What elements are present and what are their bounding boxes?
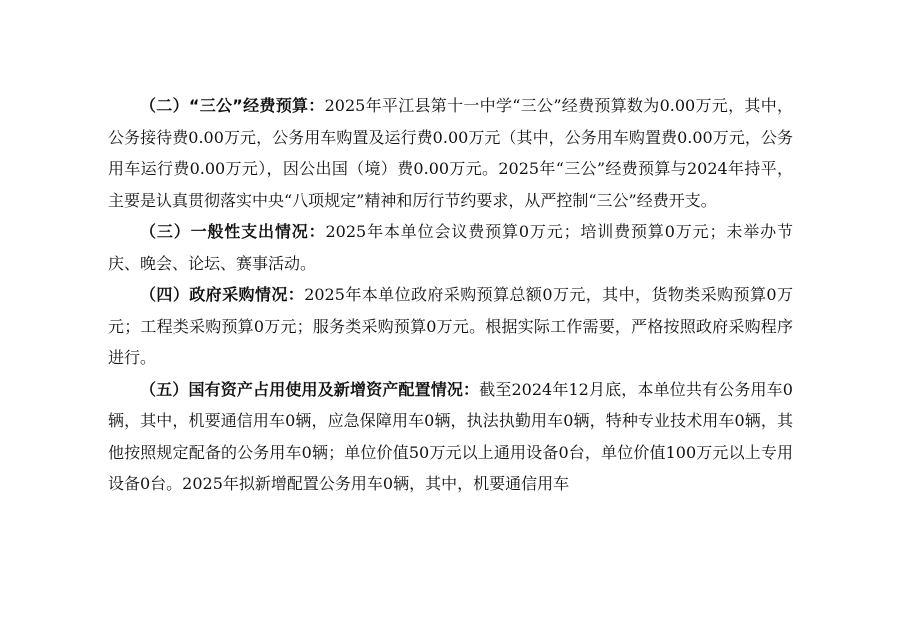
paragraph-text: 截至2024年12月底，本单位共有公务用车0辆，其中，机要通信用车0辆，应急保障用车0辆，执法执勤用车0辆，特种专业技术用车0辆，其他按照规定配备的公务用车0辆；单位价值50万元以上通用设备0台，单位价值100万元以上专用设备0台。2025年拟新增配置公务用车0辆，其中，机要通信用车 xyxy=(108,379,793,493)
paragraph-text: 2025年本单位政府采购预算总额0万元，其中，货物类采购预算0万元；工程类采购预算0万元；服务类采购预算0万元。根据实际工作需要，严格按照政府采购程序进行。 xyxy=(108,285,793,367)
paragraph-heading: （四）政府采购情况： xyxy=(140,285,305,304)
paragraph-text: 2025年本单位会议费预算0万元；培训费预算0万元；未举办节庆、晚会、论坛、赛事活动。 xyxy=(108,222,793,273)
paragraph-text: 2025年平江县第十一中学“三公”经费预算数为0.00万元，其中，公务接待费0.00万元，公务用车购置及运行费0.00万元（其中，公务用车购置费0.00万元，公务用车运行费0.00万元），因公出国（境）费0.00万元。2025年“三公”经费预算与2024年持平，主要是认真贯彻落实中央“八项规定”精神和厉行节约要求，从严控制“三公”经费开支。 xyxy=(108,96,793,210)
paragraph-general-expenditure xyxy=(108,216,793,279)
document-body xyxy=(108,90,793,500)
paragraph-government-procurement xyxy=(108,279,793,374)
paragraph-three-public-expenses xyxy=(108,90,793,216)
paragraph-heading: （二）“三公”经费预算： xyxy=(140,96,325,115)
paragraph-heading: （五）国有资产占用使用及新增资产配置情况： xyxy=(140,379,480,399)
paragraph-state-assets xyxy=(108,374,793,500)
paragraph-heading: （三）一般性支出情况： xyxy=(140,222,326,241)
